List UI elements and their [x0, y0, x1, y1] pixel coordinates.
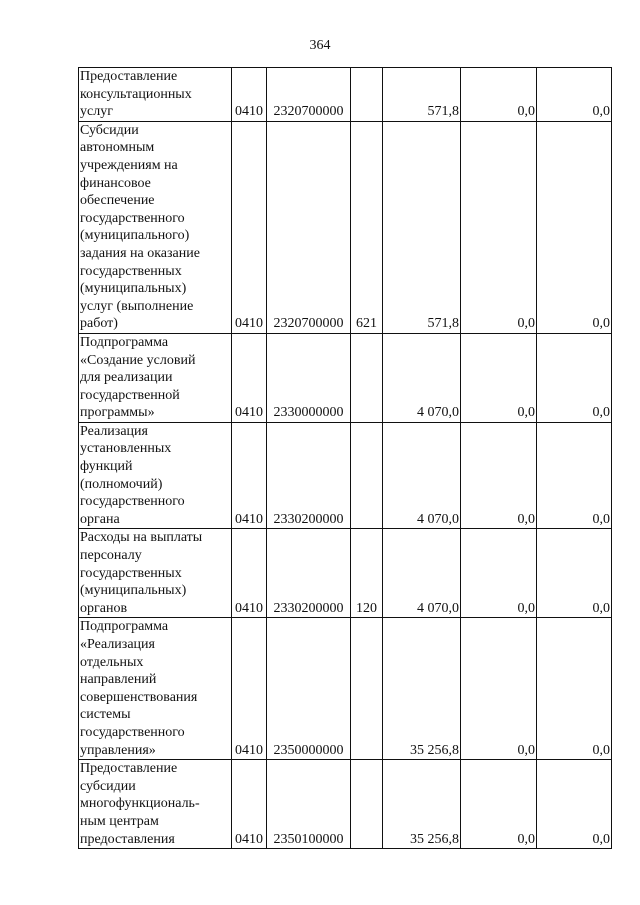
row-name-line: (муниципального): [80, 228, 190, 244]
expense-type-cell: [351, 333, 383, 422]
amount-cell-2: 0,0: [461, 121, 537, 333]
amount-cell-1: 571,8: [383, 68, 461, 122]
page-number: 364: [309, 38, 331, 53]
amount-cell-2: 0,0: [461, 529, 537, 618]
row-name-cell: [79, 121, 232, 333]
target-code-cell: 2320700000: [267, 121, 351, 333]
amount-cell-1: 4 070,0: [383, 422, 461, 529]
table-row: [79, 422, 612, 529]
row-name-line: задания на оказание: [80, 245, 200, 261]
row-name-line: субсидии: [80, 778, 136, 794]
amount-cell-2: 0,0: [461, 68, 537, 122]
target-code-cell: 2330200000: [267, 529, 351, 618]
target-code-cell: 2330200000: [267, 422, 351, 529]
row-name-line: установленных: [80, 441, 172, 457]
table-row: [79, 618, 612, 760]
amount-cell-1: 4 070,0: [383, 529, 461, 618]
amount-cell-3: 0,0: [537, 121, 612, 333]
row-name-line: обеспечение: [80, 193, 155, 209]
row-name-line: государственного: [80, 724, 185, 740]
row-name-cell: [79, 68, 232, 122]
table-row: [79, 760, 612, 849]
expense-type-cell: [351, 618, 383, 760]
section-cell: 0410: [232, 333, 267, 422]
row-name-line: финансовое: [80, 175, 151, 191]
row-name-line: Предоставление: [80, 761, 178, 777]
row-name-line: программы»: [80, 405, 155, 421]
row-name-line: услуг: [80, 104, 113, 120]
row-name-line: «Реализация: [80, 637, 155, 652]
target-code-cell: 2350000000: [267, 618, 351, 760]
section-cell: 0410: [232, 760, 267, 849]
amount-cell-3: 0,0: [537, 422, 612, 529]
row-name-cell: [79, 760, 232, 849]
target-code-cell: 2320700000: [267, 68, 351, 122]
budget-table-body: [79, 68, 612, 849]
amount-cell-3: 0,0: [537, 333, 612, 422]
row-name-line: государственных: [80, 565, 182, 581]
amount-cell-1: 35 256,8: [383, 618, 461, 760]
expense-type-cell: [351, 760, 383, 849]
row-name-line: органа: [80, 511, 120, 527]
row-name-line: (муниципальных): [80, 583, 187, 599]
expense-type-cell: [351, 422, 383, 529]
amount-cell-1: 571,8: [383, 121, 461, 333]
amount-cell-2: 0,0: [461, 618, 537, 760]
budget-table: [78, 67, 612, 849]
table-row: [79, 333, 612, 422]
table-row: [79, 529, 612, 618]
row-name-line: направлений: [80, 672, 157, 688]
section-cell: 0410: [232, 529, 267, 618]
row-name-line: системы: [80, 707, 131, 723]
expense-type-cell: [351, 68, 383, 122]
row-name-line: ным центрам: [80, 813, 159, 829]
row-name-cell: [79, 422, 232, 529]
row-name-line: Расходы на выплаты: [80, 530, 203, 546]
target-code-cell: 2350100000: [267, 760, 351, 849]
row-name-line: государственного: [80, 210, 185, 226]
row-name-line: работ): [80, 316, 118, 332]
table-row: [79, 68, 612, 122]
amount-cell-2: 0,0: [461, 760, 537, 849]
row-name-line: автономным: [80, 140, 155, 156]
row-name-line: Реализация: [80, 423, 148, 439]
amount-cell-2: 0,0: [461, 422, 537, 529]
amount-cell-3: 0,0: [537, 68, 612, 122]
amount-cell-1: 35 256,8: [383, 760, 461, 849]
row-name-line: отдельных: [80, 654, 144, 670]
amount-cell-3: 0,0: [537, 618, 612, 760]
row-name-line: многофункциональ-: [80, 796, 200, 812]
row-name-line: Подпрограмма: [80, 334, 169, 350]
expense-type-cell: 120: [351, 529, 383, 618]
row-name-line: управления»: [80, 742, 156, 758]
row-name-line: для реализации: [80, 370, 173, 386]
table-row: [79, 121, 612, 333]
row-name-line: (полномочий): [80, 476, 163, 492]
row-name-line: органов: [80, 600, 128, 616]
row-name-cell: [79, 618, 232, 760]
row-name-line: государственного: [80, 494, 185, 510]
amount-cell-3: 0,0: [537, 760, 612, 849]
row-name-line: Подпрограмма: [80, 619, 169, 635]
row-name-cell: [79, 529, 232, 618]
section-cell: 0410: [232, 618, 267, 760]
section-cell: 0410: [232, 422, 267, 529]
row-name-line: консультационных: [80, 86, 192, 102]
row-name-line: предоставления: [80, 831, 175, 847]
row-name-line: «Создание условий: [80, 352, 196, 368]
amount-cell-2: 0,0: [461, 333, 537, 422]
row-name-line: персоналу: [80, 548, 142, 564]
expense-type-cell: 621: [351, 121, 383, 333]
row-name-line: учреждениям на: [80, 157, 178, 173]
row-name-line: функций: [80, 459, 133, 475]
section-cell: 0410: [232, 121, 267, 333]
row-name-line: Предоставление: [80, 69, 178, 84]
section-cell: 0410: [232, 68, 267, 122]
row-name-line: Субсидии: [80, 122, 139, 138]
target-code-cell: 2330000000: [267, 333, 351, 422]
row-name-line: государственных: [80, 263, 182, 279]
row-name-line: совершенствования: [80, 689, 198, 705]
row-name-line: (муниципальных): [80, 281, 187, 297]
row-name-cell: [79, 333, 232, 422]
row-name-line: услуг (выполнение: [80, 298, 194, 314]
amount-cell-1: 4 070,0: [383, 333, 461, 422]
row-name-line: государственной: [80, 387, 180, 403]
amount-cell-3: 0,0: [537, 529, 612, 618]
